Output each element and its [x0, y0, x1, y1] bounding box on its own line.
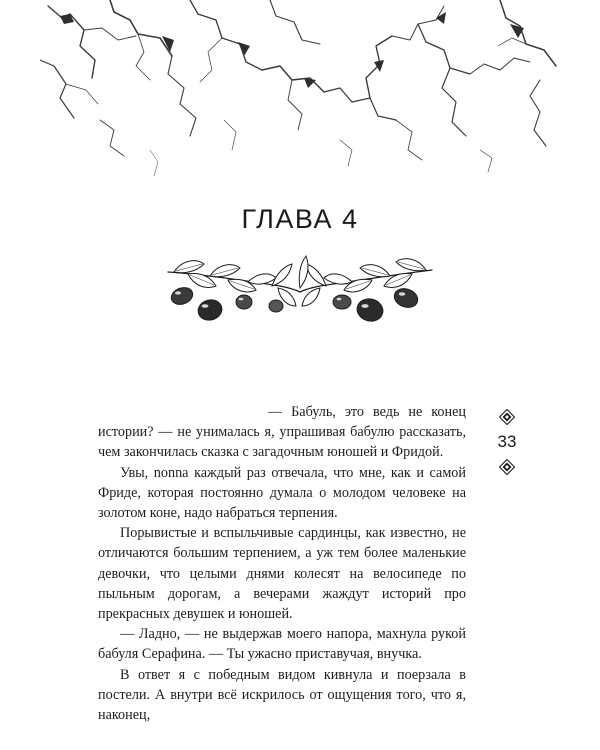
paragraph: Порывистые и вспыльчивые сардинцы, как известно, не отличаются большим терпением, а уж тем более маленькие девочки, что целыми днями колесят на велосипеде по пыльным дорогам, а вечерами жаждут историй про прекрасных девушек и юношей.	[98, 525, 466, 623]
diamond-ornament-icon	[499, 409, 515, 425]
paragraph: — Ладно, — не выдержав моего напора, махнула рукой бабуля Серафина. — Ты ужасно приставучая, внучка.	[98, 626, 466, 663]
marble-texture	[40, 0, 560, 185]
diamond-ornament-icon	[499, 459, 515, 475]
chapter-title: ГЛАВА 4	[241, 204, 359, 234]
page-number-block	[494, 409, 520, 475]
paragraph: — Бабуль, это ведь не конец истории? — не унималась я, упрашивая бабулю рассказать, чем закончилась сказка с загадочным юношей и Фридой.	[98, 404, 466, 461]
olive-branch-ornament	[160, 244, 440, 334]
page-number: 33	[497, 432, 517, 451]
body-text	[98, 402, 466, 725]
paragraph: Увы, nonna каждый раз отвечала, что мне, как и самой Фриде, которая постоянно думала о молодом человеке на золотом коне, надо набраться терпения.	[98, 464, 466, 522]
paragraph: В ответ я с победным видом кивнула и поерзала в постели. А внутри всё искрилось от ощущения того, что я, наконец,	[98, 666, 466, 724]
